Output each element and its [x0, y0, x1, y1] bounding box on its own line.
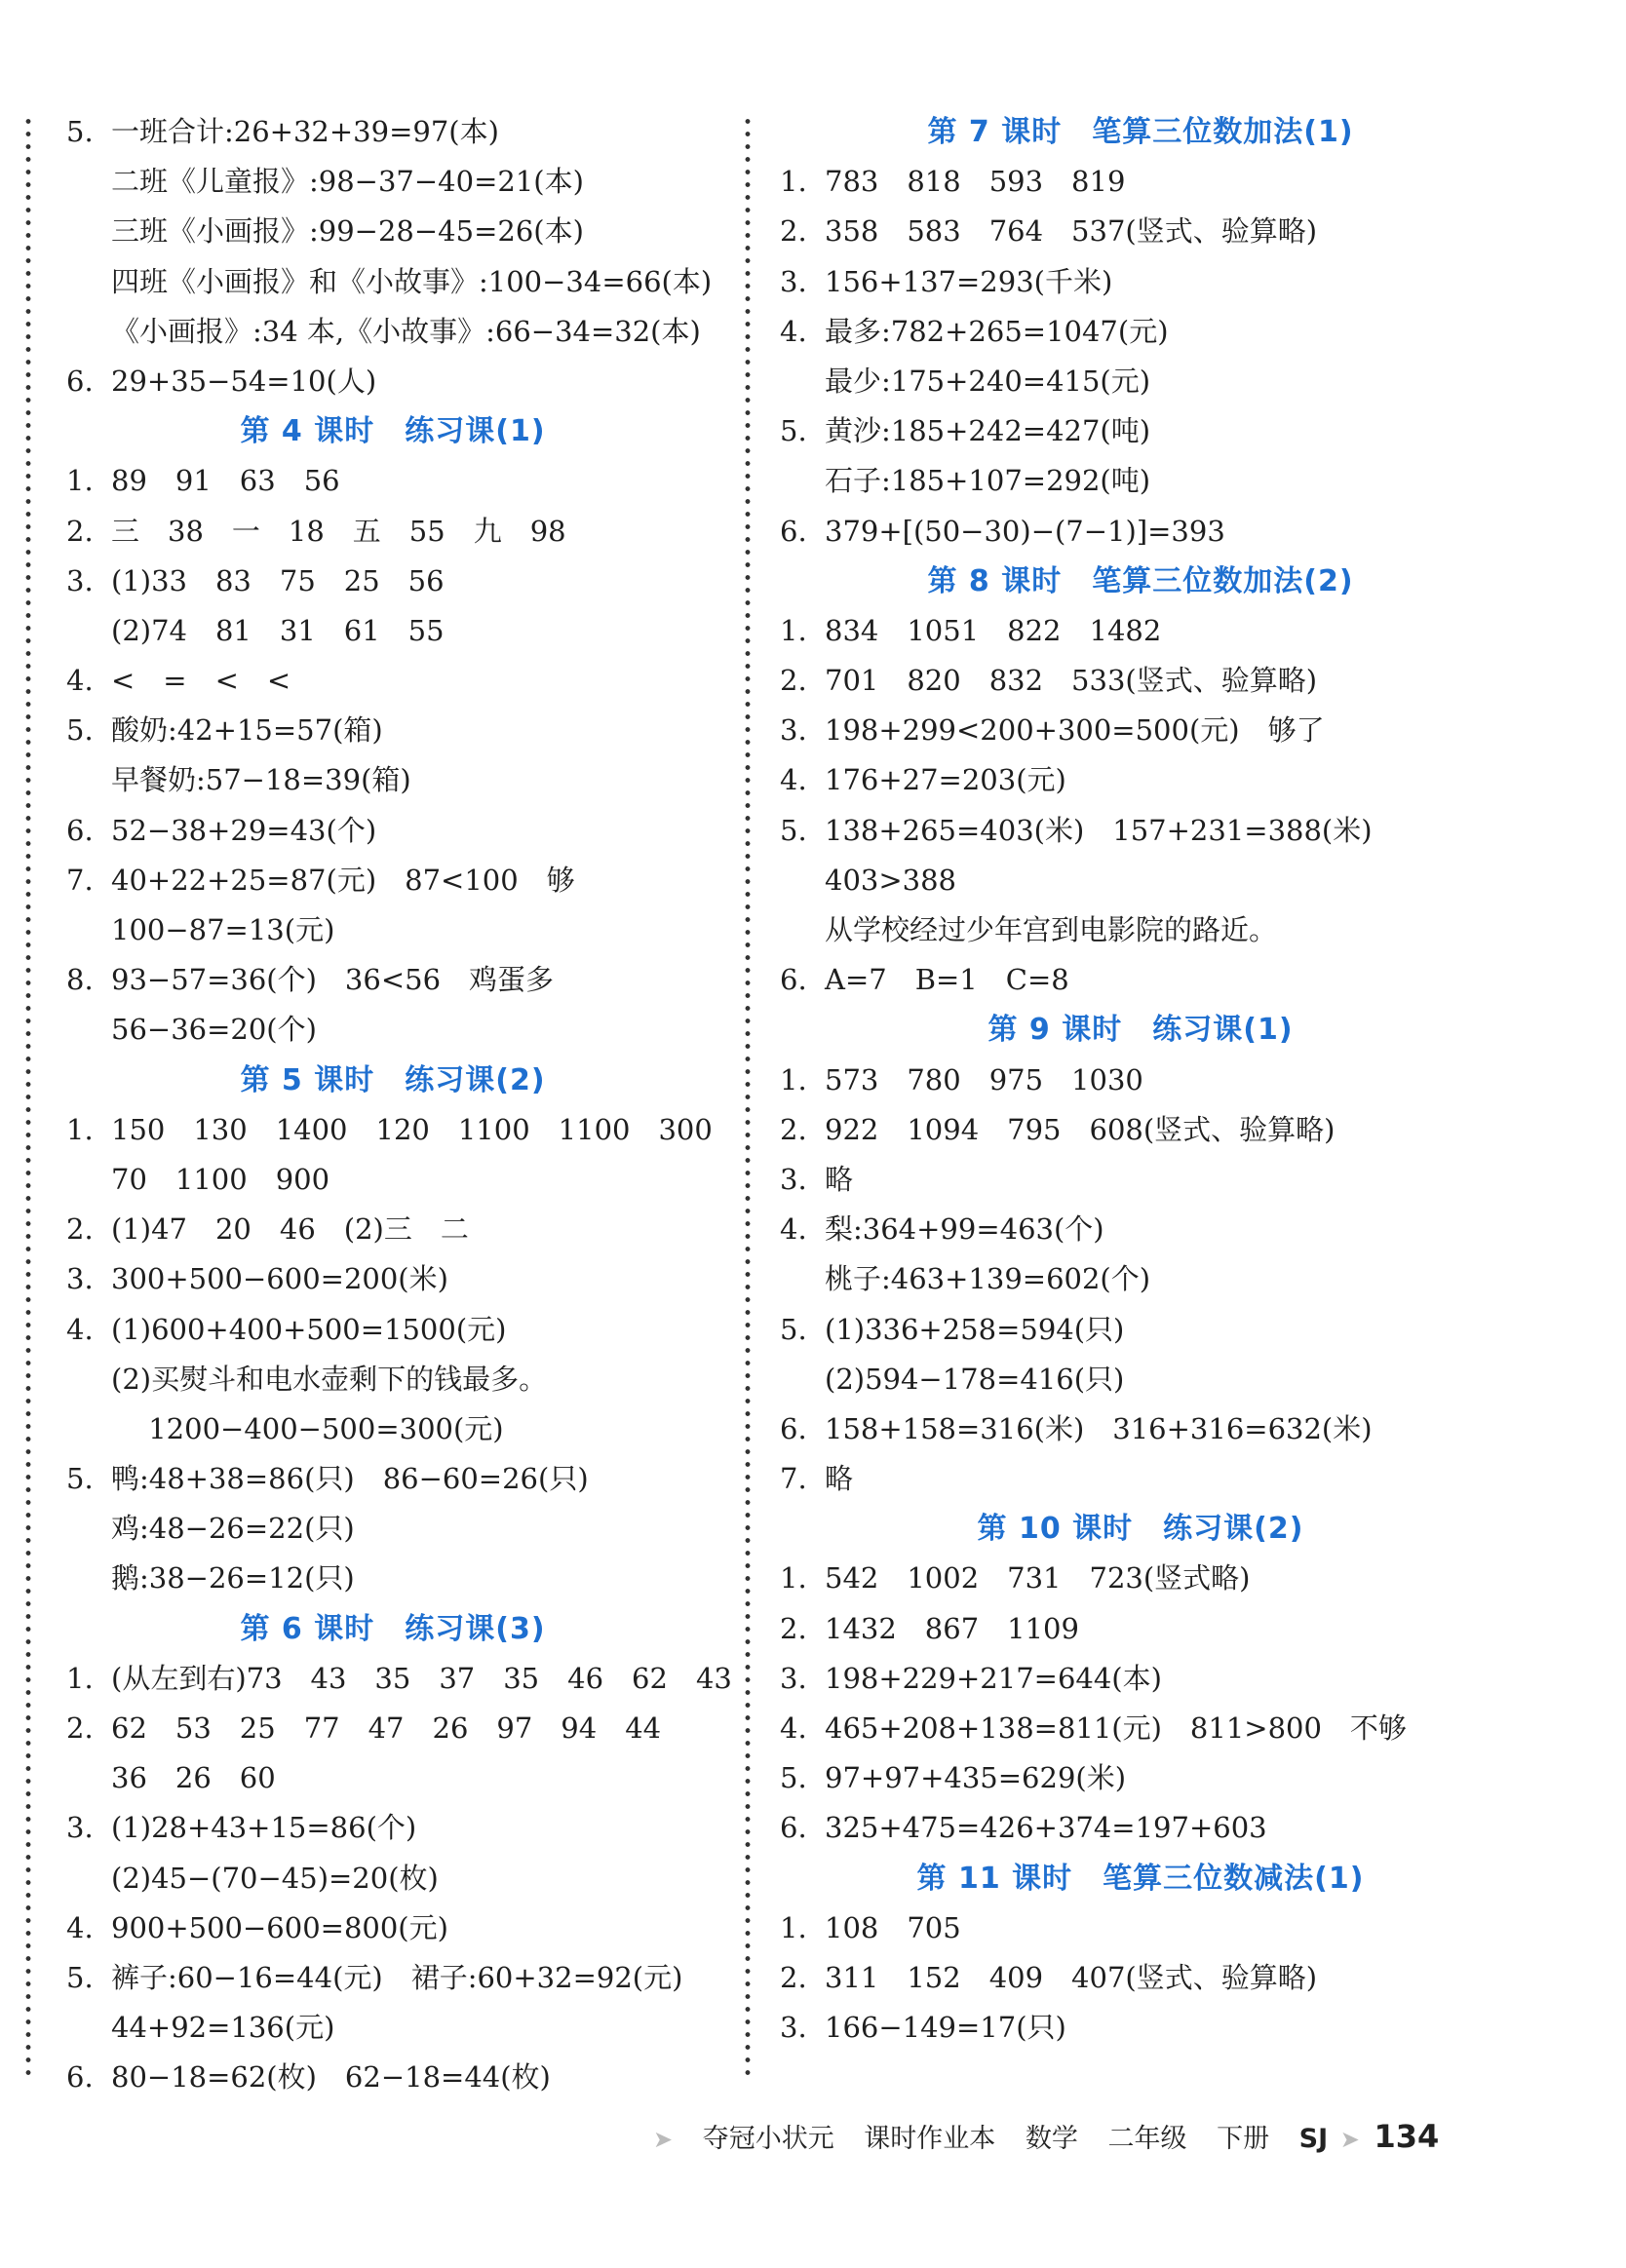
- answer-item: [57, 1254, 729, 1304]
- answer-item: [57, 1105, 729, 1155]
- answer-item: [770, 157, 1511, 207]
- answer-text: 1432 867 1109: [825, 1611, 1079, 1645]
- answer-text: 29+35−54=10(人): [111, 364, 377, 398]
- answer-item: [770, 1654, 1511, 1704]
- answer-text: (1)33 83 75 25 56: [111, 563, 445, 597]
- chevron-right-icon: ➤: [1339, 2126, 1360, 2153]
- item-number: 6.: [66, 364, 94, 398]
- section-heading: 第 6 课时 练习课(3): [240, 1611, 546, 1646]
- answer-item: [770, 257, 1511, 307]
- answer-text: 198+299<200+300=500(元) 够了: [825, 713, 1325, 748]
- left-column: [57, 107, 732, 2103]
- answer-text: 最少:175+240=415(元): [825, 364, 1151, 398]
- answer-continuation: [770, 456, 1511, 506]
- answer-item: [57, 856, 729, 905]
- item-number: 5.: [66, 115, 94, 148]
- answer-text: 酸奶:42+15=57(箱): [111, 713, 383, 748]
- item-number: 4.: [66, 1312, 94, 1346]
- answer-text: 100−87=13(元): [111, 913, 335, 946]
- answer-item: [57, 456, 729, 506]
- answer-continuation: [770, 357, 1511, 406]
- answer-item: [770, 1753, 1511, 1803]
- answer-text: 158+158=316(米) 316+316=632(米): [825, 1411, 1373, 1445]
- answer-item: [770, 2003, 1511, 2053]
- answer-text: 从学校经过少年宫到电影院的路近。: [825, 913, 1278, 946]
- item-number: 2.: [780, 1611, 807, 1645]
- answer-text: 358 583 764 537(竖式、验算略): [825, 214, 1318, 249]
- answer-text: 80−18=62(枚) 62−18=44(枚): [111, 2060, 551, 2095]
- item-number: 1.: [780, 613, 807, 647]
- item-number: 4.: [780, 1212, 807, 1247]
- answer-item: [57, 1903, 729, 1953]
- answer-item: [770, 1953, 1511, 2003]
- answer-text: (从左到右)73 43 35 37 35 46 62 43: [111, 1661, 732, 1695]
- chevron-right-icon: ➤: [653, 2126, 674, 2153]
- item-number: 3.: [780, 2011, 807, 2045]
- answer-item: [770, 1704, 1511, 1753]
- item-number: 6.: [780, 514, 807, 548]
- answer-item: [770, 207, 1511, 256]
- answer-continuation: [770, 905, 1511, 955]
- answer-item: [57, 1454, 729, 1504]
- answer-text: 311 152 409 407(竖式、验算略): [825, 1960, 1318, 1994]
- item-number: 6.: [780, 1811, 807, 1845]
- answer-text: (1)336+258=594(只): [825, 1312, 1125, 1346]
- footer-edition: SJ: [1298, 2124, 1329, 2154]
- section-heading: 第 7 课时 笔算三位数加法(1): [927, 115, 1354, 149]
- answer-text: 156+137=293(千米): [825, 264, 1113, 298]
- answer-text: 62 53 25 77 47 26 97 94 44: [111, 1711, 662, 1745]
- section-heading: 第 4 课时 练习课(1): [240, 414, 546, 449]
- answer-continuation: [57, 1404, 729, 1454]
- answer-item: [770, 955, 1511, 1005]
- item-number: 2.: [780, 1960, 807, 1994]
- item-number: 5.: [66, 713, 94, 748]
- answer-continuation: [57, 1854, 729, 1903]
- answer-item: [770, 406, 1511, 456]
- answer-item: [57, 1305, 729, 1355]
- answer-text: (1)28+43+15=86(个): [111, 1811, 417, 1845]
- answer-item: [57, 357, 729, 406]
- answer-text: 542 1002 731 723(竖式略): [825, 1561, 1251, 1595]
- answer-text: 鸭:48+38=86(只) 86−60=26(只): [111, 1462, 589, 1496]
- page-number: 134: [1374, 2118, 1440, 2155]
- answer-text: 176+27=203(元): [825, 763, 1066, 797]
- answer-item: [57, 955, 729, 1005]
- answer-text: 黄沙:185+242=427(吨): [825, 414, 1151, 448]
- answer-text: 44+92=136(元): [111, 2011, 335, 2045]
- item-number: 6.: [66, 2060, 94, 2095]
- answer-item: [770, 706, 1511, 755]
- item-number: 5.: [780, 813, 807, 847]
- answer-text: 最多:782+265=1047(元): [825, 314, 1169, 348]
- answer-item: [770, 1454, 1511, 1504]
- answer-continuation: [57, 307, 729, 357]
- item-number: 5.: [780, 1761, 807, 1795]
- answer-item: [57, 2053, 729, 2102]
- answer-item: [770, 806, 1511, 856]
- answer-text: 403>388: [825, 863, 957, 897]
- footer-volume: 下册: [1217, 2124, 1270, 2154]
- answer-text: (1)47 20 46 (2)三 二: [111, 1212, 469, 1247]
- answer-text: 略: [825, 1462, 854, 1496]
- answer-item: [57, 557, 729, 606]
- item-number: 3.: [66, 1811, 94, 1845]
- answer-text: 922 1094 795 608(竖式、验算略): [825, 1112, 1336, 1146]
- answer-continuation: [57, 1504, 729, 1554]
- item-number: 4.: [780, 763, 807, 797]
- item-number: 5.: [780, 1312, 807, 1346]
- item-number: 1.: [66, 1112, 94, 1146]
- answer-text: 56−36=20(个): [111, 1013, 317, 1047]
- footer-book: 课时作业本: [864, 2124, 996, 2154]
- answer-item: [57, 656, 729, 706]
- item-number: 6.: [780, 963, 807, 997]
- section-heading: 第 11 课时 笔算三位数减法(1): [916, 1861, 1365, 1896]
- answer-text: 93−57=36(个) 36<56 鸡蛋多: [111, 963, 555, 997]
- item-number: 1.: [780, 1561, 807, 1595]
- item-number: 2.: [780, 214, 807, 249]
- item-number: 1.: [780, 1910, 807, 1944]
- answer-text: 701 820 832 533(竖式、验算略): [825, 664, 1318, 698]
- answer-continuation: [770, 1254, 1511, 1304]
- section-heading: 第 8 课时 笔算三位数加法(2): [927, 563, 1354, 598]
- answer-text: 783 818 593 819: [825, 165, 1126, 199]
- footer-grade: 二年级: [1107, 2124, 1187, 2154]
- answer-item: [770, 1803, 1511, 1853]
- item-number: 1.: [780, 1062, 807, 1096]
- answer-item: [57, 1205, 729, 1254]
- answer-item: [770, 606, 1511, 656]
- item-number: 2.: [66, 1212, 94, 1247]
- center-dotted-divider: [744, 115, 752, 2079]
- answer-text: (1)600+400+500=1500(元): [111, 1312, 507, 1346]
- item-number: 5.: [66, 1960, 94, 1994]
- answer-continuation: [770, 856, 1511, 905]
- item-number: 2.: [66, 1711, 94, 1745]
- answer-continuation: [57, 606, 729, 656]
- answer-item: [770, 755, 1511, 805]
- answer-item: [770, 507, 1511, 557]
- answer-item: [770, 656, 1511, 706]
- answer-item: [57, 1803, 729, 1853]
- item-number: 1.: [780, 165, 807, 199]
- item-number: 5.: [780, 414, 807, 448]
- answer-text: 198+229+217=644(本): [825, 1661, 1162, 1695]
- item-number: 1.: [66, 1661, 94, 1695]
- answer-text: 略: [825, 1162, 854, 1196]
- footer-brand: 夺冠小状元: [702, 2124, 834, 2154]
- answer-item: [57, 706, 729, 755]
- answer-item: [770, 1056, 1511, 1105]
- answer-continuation: [57, 257, 729, 307]
- item-number: 2.: [66, 514, 94, 548]
- item-number: 3.: [66, 563, 94, 597]
- answer-text: 138+265=403(米) 157+231=388(米): [825, 813, 1373, 847]
- item-number: 7.: [66, 863, 94, 897]
- answer-item: [57, 806, 729, 856]
- section-heading: 第 10 课时 练习课(2): [977, 1512, 1304, 1547]
- item-number: 2.: [780, 1112, 807, 1146]
- answer-continuation: [57, 1554, 729, 1603]
- answer-item: [770, 1903, 1511, 1953]
- answer-continuation: [57, 1753, 729, 1803]
- answer-text: 573 780 975 1030: [825, 1062, 1143, 1096]
- answer-continuation: [57, 755, 729, 805]
- answer-continuation: [57, 1155, 729, 1205]
- answer-continuation: [57, 1005, 729, 1055]
- item-number: 4.: [66, 1910, 94, 1944]
- answer-text: < = < <: [111, 664, 291, 698]
- answer-continuation: [57, 905, 729, 955]
- answer-item: [57, 1953, 729, 2003]
- item-number: 4.: [780, 1711, 807, 1745]
- item-number: 3.: [66, 1262, 94, 1296]
- answer-item: [770, 307, 1511, 357]
- answer-item: [57, 1654, 732, 1704]
- answer-text: 裤子:60−16=44(元) 裙子:60+32=92(元): [111, 1960, 683, 1994]
- answer-text: 早餐奶:57−18=39(箱): [111, 763, 411, 797]
- item-number: 7.: [780, 1462, 807, 1496]
- answer-item: [770, 1404, 1511, 1454]
- item-number: 1.: [66, 464, 94, 498]
- answer-text: 465+208+138=811(元) 811>800 不够: [825, 1711, 1407, 1745]
- answer-text: 1200−400−500=300(元): [111, 1411, 504, 1445]
- answer-text: 四班《小画报》和《小故事》:100−34=66(本): [111, 264, 713, 298]
- page-footer: [653, 2117, 1460, 2156]
- answer-text: 三班《小画报》:99−28−45=26(本): [111, 214, 584, 249]
- item-number: 8.: [66, 963, 94, 997]
- item-number: 3.: [780, 264, 807, 298]
- answer-text: 鸡:48−26=22(只): [111, 1512, 355, 1546]
- answer-item: [770, 1155, 1511, 1205]
- left-dotted-divider: [24, 115, 32, 2079]
- answer-text: A=7 B=1 C=8: [825, 963, 1069, 997]
- answer-text: 36 26 60: [111, 1761, 276, 1795]
- answer-text: 379+[(50−30)−(7−1)]=393: [825, 514, 1225, 548]
- answer-text: 石子:185+107=292(吨): [825, 464, 1151, 498]
- answer-continuation: [57, 207, 729, 256]
- answer-text: (2)74 81 31 61 55: [111, 613, 445, 647]
- item-number: 2.: [780, 664, 807, 698]
- answer-text: 二班《儿童报》:98−37−40=21(本): [111, 165, 584, 199]
- answer-text: 150 130 1400 120 1100 1100 300: [111, 1112, 713, 1146]
- item-number: 3.: [780, 1162, 807, 1196]
- item-number: 4.: [780, 314, 807, 348]
- answer-text: 40+22+25=87(元) 87<100 够: [111, 863, 575, 897]
- item-number: 3.: [780, 1661, 807, 1695]
- answer-item: [770, 1604, 1511, 1654]
- answer-text: 97+97+435=629(米): [825, 1761, 1127, 1795]
- answer-text: 300+500−600=200(米): [111, 1262, 448, 1296]
- section-heading: 第 9 课时 练习课(1): [987, 1013, 1294, 1048]
- item-number: 6.: [66, 813, 94, 847]
- answer-text: 325+475=426+374=197+603: [825, 1811, 1267, 1845]
- answer-text: (2)45−(70−45)=20(枚): [111, 1861, 439, 1895]
- item-number: 3.: [780, 713, 807, 748]
- answer-text: 52−38+29=43(个): [111, 813, 377, 847]
- answer-item: [770, 1205, 1511, 1254]
- answer-text: (2)594−178=416(只): [825, 1362, 1125, 1396]
- answer-continuation: [57, 157, 729, 207]
- answer-text: 桃子:463+139=602(个): [825, 1262, 1151, 1296]
- answer-text: 900+500−600=800(元): [111, 1910, 448, 1944]
- answer-text: 一班合计:26+32+39=97(本): [111, 115, 499, 148]
- answer-text: 108 705: [825, 1910, 961, 1944]
- answer-continuation: [770, 1355, 1511, 1404]
- item-number: 4.: [66, 664, 94, 698]
- answer-text: 834 1051 822 1482: [825, 613, 1162, 647]
- answer-text: (2)买熨斗和电水壶剩下的钱最多。: [111, 1362, 548, 1396]
- answer-text: 梨:364+99=463(个): [825, 1212, 1104, 1247]
- answer-continuation: [57, 2003, 729, 2053]
- answer-item: [57, 507, 729, 557]
- answer-text: 166−149=17(只): [825, 2011, 1066, 2045]
- answer-text: 鹅:38−26=12(只): [111, 1561, 355, 1595]
- footer-subject: 数学: [1025, 2124, 1078, 2154]
- answer-item: [57, 1704, 729, 1753]
- answer-item: [770, 1105, 1511, 1155]
- answer-item: [57, 107, 729, 157]
- answer-continuation: [57, 1355, 729, 1404]
- item-number: 5.: [66, 1462, 94, 1496]
- answer-text: 89 91 63 56: [111, 464, 340, 498]
- item-number: 6.: [780, 1411, 807, 1445]
- answer-item: [770, 1554, 1511, 1603]
- answer-item: [770, 1305, 1511, 1355]
- section-heading: 第 5 课时 练习课(2): [240, 1062, 546, 1097]
- right-column: [770, 107, 1511, 2053]
- answer-text: 三 38 一 18 五 55 九 98: [111, 514, 566, 548]
- answer-text: 70 1100 900: [111, 1162, 330, 1196]
- answer-text: 《小画报》:34 本,《小故事》:66−34=32(本): [111, 314, 701, 348]
